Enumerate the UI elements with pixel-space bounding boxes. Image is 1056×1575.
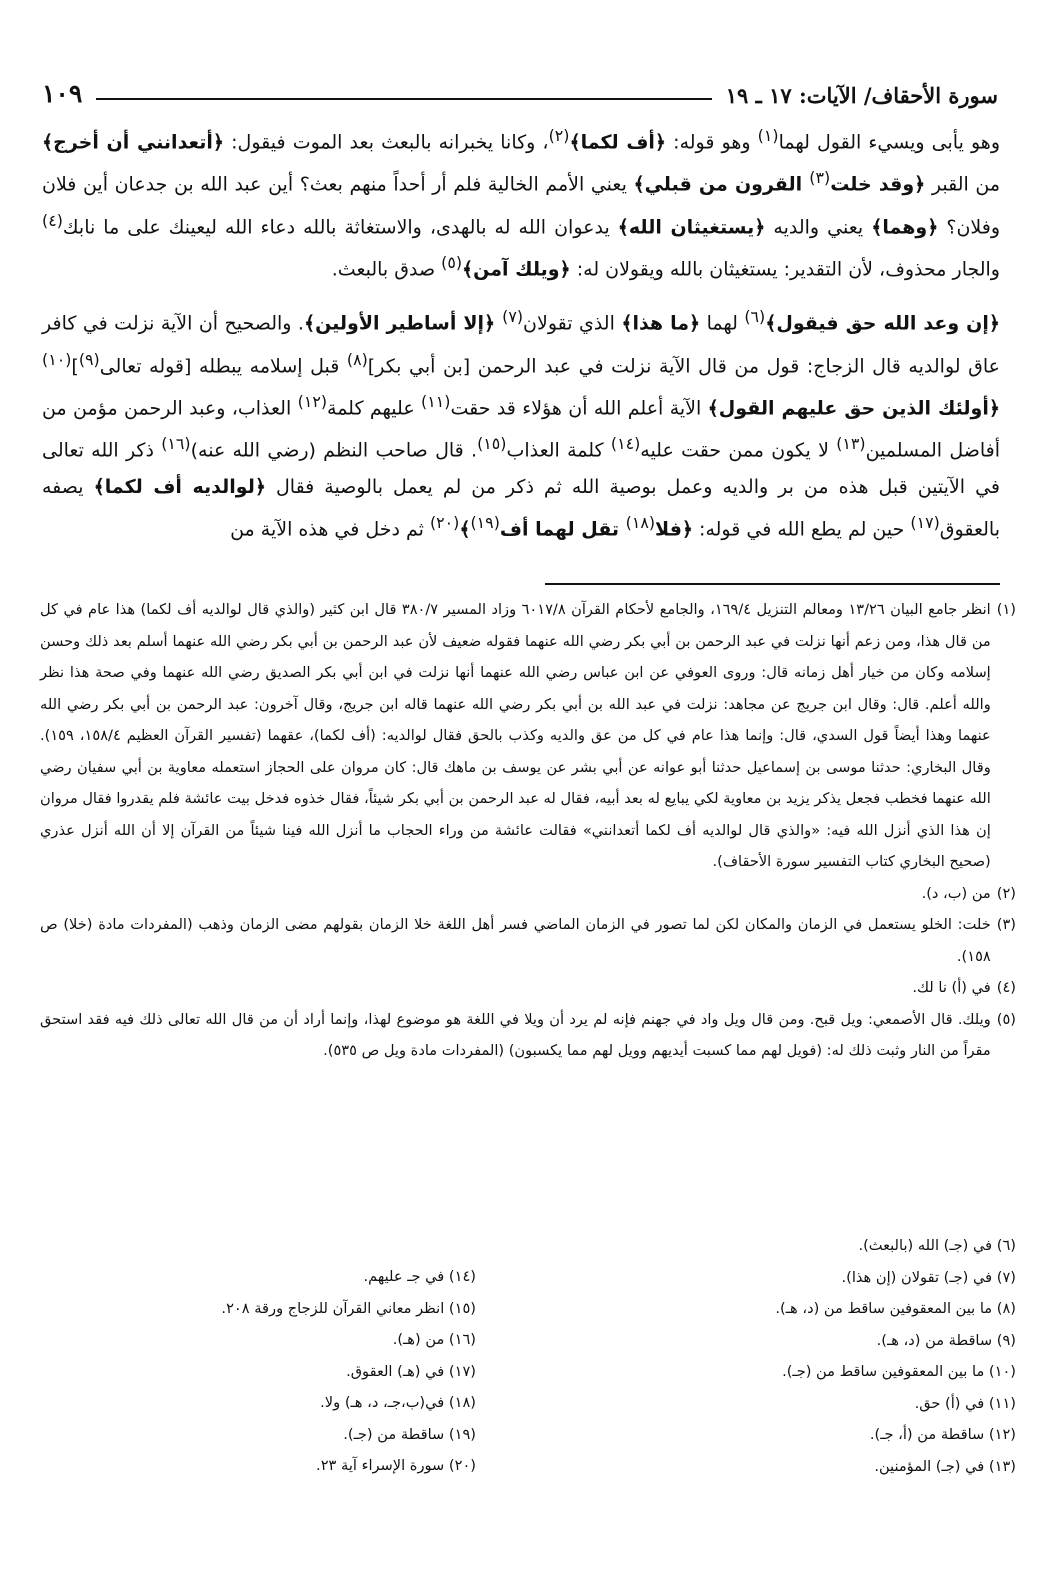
footnote-number: (٣) (996, 916, 1016, 933)
quran-quote: ﴿يستغيثان الله﴾ (617, 215, 766, 238)
footnote-12: (١٢) ساقطة من (أ، جـ). (869, 1426, 1016, 1443)
footnote-11: (١١) في (أ) حق. (914, 1394, 1016, 1412)
text-run: يدعوان الله له بالهدى، والاستغاثة بالله دعاء الله ليعينك على ما نابك (62, 215, 618, 238)
footnote-number: (٥) (996, 1010, 1016, 1028)
quran-quote: ﴿وهما﴾ (871, 215, 939, 238)
footnote-text: خلت: الخلو يستعمل في الزمان والمكان لكن لما تصور في الزمان الماضي فسر أهل اللغة خلا الزمان بقولهم مضى الزمان وذهب (المفردات مادة (خلا) ص ١٥٨). (40, 916, 991, 965)
short-footnotes-right-column (596, 1230, 1016, 1482)
quran-quote: ﴿فلا (655, 517, 694, 540)
text-run: العذاب، وعبد الرحمن مؤمن من أفاضل المسلمين (42, 397, 1000, 462)
footnote-3 (40, 909, 1016, 972)
quran-quote: ﴿أولئك الذين حق عليهم القول﴾ (707, 397, 1000, 420)
footnote-19: (١٩) ساقطة من (جـ). (343, 1425, 476, 1443)
footnote-number: (١) (996, 601, 1016, 618)
paragraph-2 (42, 299, 1000, 547)
text-run: كلمة العذاب (506, 439, 611, 462)
text-run: والجار محذوف، لأن التقدير: يستغيثان بالله ويقولان له: (570, 258, 1000, 281)
footnote-7: (٧) في (جـ) تقولان (إن هذا). (841, 1268, 1016, 1286)
short-footnotes (40, 1230, 1016, 1482)
text-run: . والصحيح أن الآية نزلت في كافر عاق لوالديه قال الزجاج: قول من قال الآية نزلت في عبد الرحمن [بن أبي بكر] (42, 312, 1000, 377)
footnote-ref: (٥) (441, 252, 463, 272)
footnote-ref: (١١) (421, 391, 451, 411)
footnote-ref: (١٣) (836, 434, 866, 454)
text-run: يصفه بالعقوق (42, 475, 1000, 540)
footnote-ref: (٤) (42, 210, 63, 230)
footnote-number: (٤) (996, 979, 1016, 996)
footnote-ref: (٧) (502, 307, 524, 327)
footnote-text: ويلك. قال الأصمعي: ويل قبح. ومن قال ويل واد في جهنم فإنه لم يرد أن ويلا في اللغة هو موضوع لهذا، وإنما أراد أن من قال الله تعالى ذلك فيه فقد استحق مقراً من النار وثبت ذلك له: (فويل لهم مما كسبت أيديهم وويل لهم مما يكسبون) (المفردات مادة ويل ص ٥٣٥). (40, 1010, 991, 1059)
quran-quote: ﴿أف لكما﴾ (569, 131, 667, 154)
footnote-4 (40, 972, 1016, 1004)
text-run: حين لم يطع الله في قوله: (693, 517, 911, 540)
footnote-17: (١٧) في (هـ) العقوق. (346, 1362, 476, 1380)
text-run: وهو يأبى ويسيء القول لهما (778, 131, 1000, 154)
text-run: يعني الأمم الخالية فلم أر أحداً منهم بعث؟ أين عبد الله بن جدعان أين فلان وفلان؟ (42, 173, 1000, 238)
running-head (42, 68, 998, 108)
page-number: ١٠٩ (42, 79, 83, 108)
text-run: من القبر (925, 173, 1000, 196)
footnote-ref: (١) (757, 126, 779, 145)
quran-quote: ﴿ويلك آمن﴾ (462, 258, 571, 281)
text-run: صدق بالبعث. (331, 258, 442, 281)
text-run: لا يكون ممن حقت عليه (640, 439, 837, 462)
text-run: ] (71, 354, 79, 377)
footnote-ref: (٦) (744, 307, 766, 327)
quran-quote: ﴿إن وعد الله حق فيقول﴾ (765, 312, 1000, 335)
quran-quote: ﴾ (459, 517, 471, 540)
footnote-14: (١٤) في جـ عليهم. (363, 1268, 476, 1285)
text-run: لهما (700, 312, 745, 335)
text-run: ، وكانا يخبرانه بالبعث بعد الموت فيقول: (224, 131, 549, 154)
footnote-15: (١٥) انظر معاني القرآن للزجاج ورقة ٢٠٨. (221, 1299, 476, 1317)
footnote-20: (٢٠) سورة الإسراء آية ٢٣. (316, 1457, 476, 1474)
text-run: وهو قوله: (666, 131, 758, 154)
quran-quote: ﴿ما هذا﴾ (621, 312, 701, 335)
header-rule (96, 98, 711, 100)
footnote-18: (١٨) في(ب،جـ، د، هـ) ولا. (320, 1394, 476, 1411)
quran-quote: ﴿وقد خلت (830, 173, 926, 196)
footnote-text: في (أ) نا لك. (912, 979, 991, 996)
footnotes (40, 594, 1016, 1067)
quran-quote: القرون من قبلي﴾ (633, 173, 810, 196)
quran-quote: ﴿أتعدانني أن أخرج﴾ (42, 131, 225, 154)
footnote-ref: (١٦) (161, 434, 191, 454)
footnote-ref: (٣) (809, 168, 831, 188)
text-run: الذي تقولان (523, 312, 622, 335)
footnote-ref: (١٧) (910, 512, 940, 532)
short-footnotes-left-column (56, 1261, 476, 1482)
footnote-6: (٦) في (جـ) الله (بالبعث). (858, 1237, 1016, 1254)
footnote-ref: (٨) (346, 349, 368, 369)
footnote-9: (٩) ساقطة من (د، هـ). (876, 1331, 1016, 1349)
text-run: عليهم كلمة (327, 397, 422, 420)
footnote-ref: (١٢) (297, 391, 328, 411)
text-run: ثم دخل في هذه الآية من (230, 517, 430, 540)
footnote-1 (40, 594, 1016, 878)
footnote-ref: (١٤) (610, 434, 641, 454)
main-text (42, 118, 1000, 547)
footnote-ref: (٩) (78, 349, 100, 369)
text-run: . قال صاحب النظم (رضي الله عنه) (190, 439, 478, 462)
quran-quote: ﴿إلا أساطير الأولين﴾ (303, 312, 503, 335)
text-run: الآية أعلم الله أن هؤلاء قد حقت (450, 397, 708, 420)
footnote-text: من (ب، د). (921, 884, 991, 902)
footnote-ref: (١٨) (625, 512, 656, 532)
surah-title: سورة الأحقاف/ الآيات: ١٧ ـ ١٩ (725, 83, 998, 108)
footnote-8: (٨) ما بين المعقوفين ساقط من (د، هـ). (775, 1300, 1016, 1317)
text-run: قبل إسلامه يبطله [قوله تعالى (99, 354, 347, 377)
quran-quote: تقل لهما أف (499, 517, 626, 540)
footnote-separator (545, 583, 1000, 585)
footnote-ref: (١٠) (42, 349, 72, 369)
footnote-number: (٢) (996, 884, 1016, 902)
footnote-5 (40, 1004, 1016, 1067)
footnote-ref: (١٩) (470, 512, 500, 532)
footnote-2 (40, 878, 1016, 910)
text-run: يعني والديه (765, 215, 872, 238)
quran-quote: ﴿لوالديه أف لكما﴾ (93, 475, 266, 498)
footnote-ref: (٢) (548, 126, 570, 145)
footnote-16: (١٦) من (هـ). (392, 1331, 476, 1348)
footnote-text: انظر جامع البيان ١٣/٢٦ ومعالم التنزيل ١٦٩/٤، والجامع لأحكام القرآن ٦٠١٧/٨ وزاد المسير ٣٨٠/٧ قال ابن كثير (والذي قال لوالديه أف لكما) هذا عام في كل من قال هذا، ومن زعم أنها نزلت في عبد الرحمن بن أبي بكر رضي الله عنهما فقوله ضعيف لأن عبد الرحمن بن أبي بكر رضي الله عنهما أسلم بعد ذلك وحسن إسلامه وكان من خيار أهل زمانه قال: وروى العوفي عن ابن عباس رضي الله عنهما أنها نزلت في ابن أبي بكر الصديق رضي الله عنهما وفي صحة هذا نظر والله أعلم. قال: وقال ابن جريج عن مجاهد: نزلت في عبد الله بن أبي بكر رضي الله عنهما قاله ابن جريج، وقال آخرون: عبد الرحمن بن أبي بكر رضي الله عنهما وهذا أيضاً قول السدي، قال: وإنما هذا عام في كل من عق والديه وكذب بالحق فقال لوالديه: (أف لكما)، عقهما (تفسير القرآن العظيم ١٥٨/٤، ١٥٩). وقال البخاري: حدثنا موسى بن إسماعيل حدثنا أبو عوانه عن أبي بشر عن يوسف بن ماهك قال: كان مروان على الحجاز استعمله معاوية بن أبي سفيان رضي الله عنهما فخطب فجعل يذكر يزيد بن معاوية لكي يبايع له بعد أبيه، فقال له عبد الرحمن بن أبي بكر شيئاً، فقال خذوه فدخل بيت عائشة فلم يقدروا فقال مروان إن هذا الذي أنزل الله فيه: «والذي قال لوالديه أف لكما أتعدانني» فقالت عائشة من وراء الحجاب ما أنزل الله فينا شيئاً من القرآن إلا أن الله أنزل عذري (صحيح البخاري كتاب التفسير سورة الأحقاف). (40, 601, 991, 870)
footnote-13: (١٣) في (جـ) المؤمنين. (874, 1457, 1016, 1475)
footnote-10: (١٠) ما بين المعقوفين ساقط من (جـ). (782, 1363, 1016, 1380)
text-run: ذكر الله تعالى في الآيتين قبل هذه من بر والديه وعمل بوصية الله ثم ذكر من لم يعمل بالوصية فقال (42, 439, 1000, 498)
footnote-ref: (٢٠) (429, 512, 460, 532)
footnote-ref: (١٥) (477, 434, 507, 454)
paragraph-1 (42, 118, 1000, 287)
